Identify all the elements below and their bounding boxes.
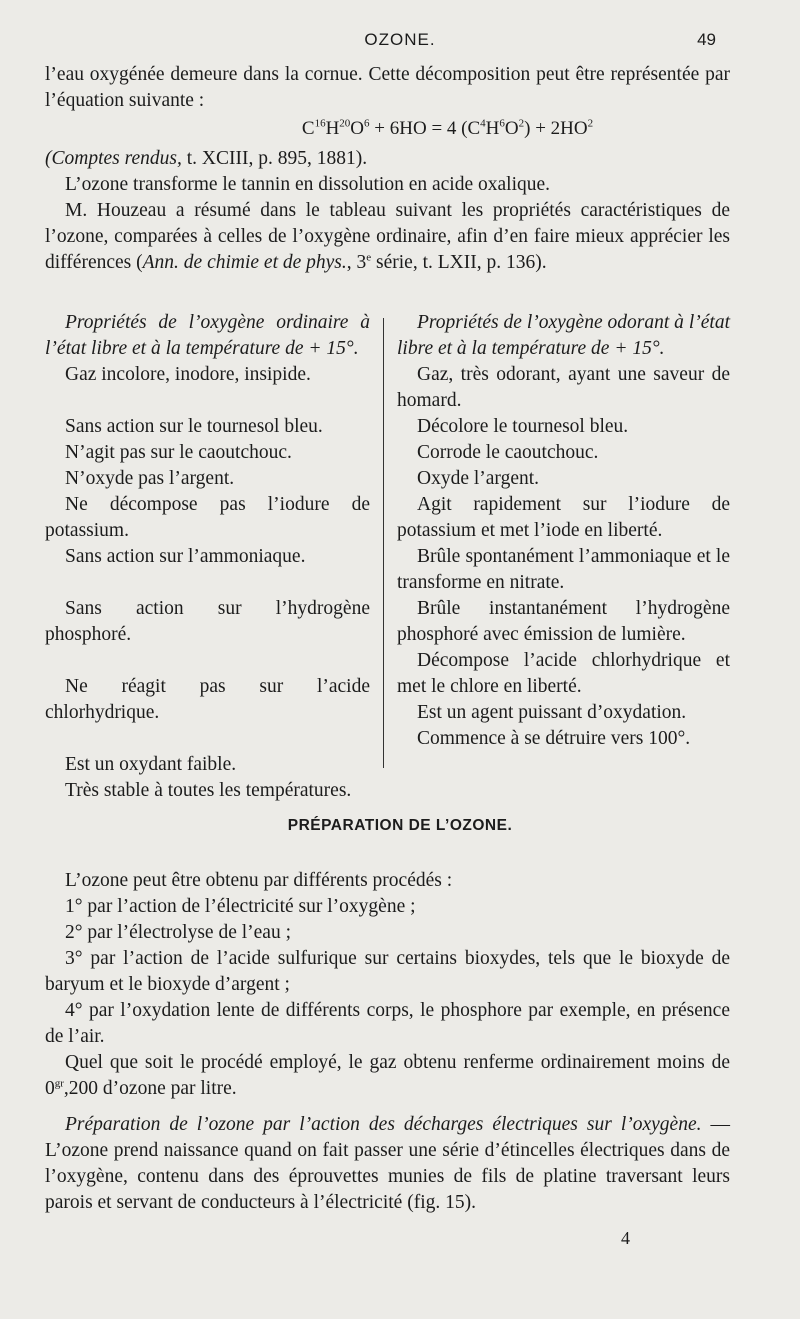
houzeau-sup: e	[366, 251, 372, 264]
eq-part: H	[485, 118, 500, 139]
eq-sup: 2	[518, 117, 525, 130]
paragraph-preparation	[45, 1112, 730, 1216]
quantity-text: ,200 d’ozone par litre.	[63, 1078, 237, 1099]
table-right-column	[397, 310, 730, 752]
left-row: N’agit pas sur le caoutchouc.	[65, 442, 292, 463]
houzeau-text: série, t. LXII, p. 136).	[371, 252, 547, 273]
houzeau-ref-italic: Ann. de chimie et de phys.	[142, 252, 347, 273]
preparation-italic-heading: Préparation de l’ozone par l’action des décharges électriques sur l’oxygène.	[65, 1114, 702, 1135]
eq-part: O	[350, 118, 365, 139]
eq-sup: 6	[364, 117, 370, 130]
eq-sup: 20	[339, 117, 351, 130]
lower-text-block	[45, 868, 730, 1216]
right-row: Agit rapidement sur l’iodure de potassium et met l’iode en liberté.	[397, 494, 730, 541]
citation-italic: (Comptes rendus,	[45, 148, 182, 169]
paragraph-tannin: L’ozone transforme le tannin en dissolution en acide oxalique.	[65, 174, 551, 195]
column-divider	[383, 318, 384, 768]
quantity-sup: gr	[54, 1077, 64, 1090]
citation-rest: t. XCIII, p. 895, 1881).	[181, 148, 368, 169]
eq-part: C	[301, 118, 315, 139]
list-item: 2° par l’électrolyse de l’eau ;	[65, 922, 291, 943]
running-header-title: OZONE.	[364, 30, 436, 49]
list-item: 3° par l’action de l’acide sulfurique sur certains bioxydes, tels que le bioxyde de baryum et le bioxyde d’argent ;	[45, 948, 730, 995]
list-item: 4° par l’oxydation lente de différents corps, le phosphore par exemple, en présence de l’air.	[45, 1000, 730, 1047]
eq-sup: 6	[499, 117, 505, 130]
right-row: Est un agent puissant d’oxydation.	[417, 702, 687, 723]
eq-part: O	[504, 118, 519, 139]
top-text-block	[45, 62, 730, 276]
paragraph-houzeau	[45, 198, 730, 276]
signature-mark: 4	[621, 1228, 630, 1248]
eq-part: H	[325, 118, 340, 139]
eq-part: + 6HO = 4 (C	[369, 118, 481, 139]
paragraph-quantity	[45, 1050, 730, 1102]
right-row: Décompose l’acide chlorhydrique et met le chlore en liberté.	[397, 650, 730, 697]
right-row: Brûle instantanément l’hydrogène phosphoré avec émission de lumière.	[397, 598, 730, 645]
left-row: Ne réagit pas sur l’acide chlorhydrique.	[45, 676, 370, 723]
left-row: N’oxyde pas l’argent.	[65, 468, 235, 489]
table-left-column	[45, 310, 370, 804]
right-row: Gaz, très odorant, ayant une saveur de homard.	[397, 364, 730, 411]
eq-part: ) + 2HO	[524, 118, 588, 139]
houzeau-text: , 3	[346, 252, 367, 273]
left-row: Gaz incolore, inodore, insipide.	[65, 364, 311, 385]
eq-sup: 2	[587, 117, 594, 130]
section-heading: PRÉPARATION DE L’OZONE.	[287, 817, 513, 834]
left-row: Sans action sur l’ammoniaque.	[65, 546, 306, 567]
right-row: Brûle spontanément l’ammoniaque et le transforme en nitrate.	[397, 546, 730, 593]
right-row: Corrode le caoutchouc.	[417, 442, 599, 463]
left-row: Sans action sur le tournesol bleu.	[65, 416, 323, 437]
left-column-heading: Propriétés de l’oxygène ordinaire à l’état libre et à la température de + 15°.	[45, 312, 370, 359]
left-row: Est un oxydant faible.	[65, 754, 237, 775]
houzeau-text: M. Houzeau a résumé dans le tableau suivant les propriétés caractéristiques de l’ozone, comparées à celles de l’oxygène ordinaire, afin d’en faire mieux apprécier les différences (	[45, 200, 730, 273]
chemical-equation	[45, 116, 730, 142]
preparation-text: — L’ozone prend naissance quand on fait passer une série d’étincelles électriques dans de l’oxygène, contenu dans des éprouvettes munies de fils de platine traversant leurs parois et servant de conducteurs à l’électricité (fig. 15).	[45, 1114, 730, 1213]
left-row: Très stable à toutes les températures.	[65, 780, 352, 801]
right-row: Commence à se détruire vers 100°.	[417, 728, 691, 749]
right-row: Décolore le tournesol bleu.	[417, 416, 629, 437]
left-row: Ne décompose pas l’iodure de potassium.	[45, 494, 370, 541]
citation	[45, 146, 730, 172]
right-column-heading: Propriétés de l’oxygène odorant à l’état libre et à la température de + 15°.	[397, 312, 730, 359]
right-row: Oxyde l’argent.	[417, 468, 540, 489]
eq-sup: 16	[314, 117, 326, 130]
eq-sup: 4	[480, 117, 486, 130]
paragraph-intro: L’ozone peut être obtenu par différents procédés :	[65, 870, 453, 891]
left-row: Sans action sur l’hydrogène phosphoré.	[45, 598, 370, 645]
paragraph-cornue: l’eau oxygénée demeure dans la cornue. Cette décomposition peut être représentée par l’équation suivante :	[45, 64, 730, 111]
list-item: 1° par l’action de l’électricité sur l’oxygène ;	[65, 896, 416, 917]
quantity-text: Quel que soit le procédé employé, le gaz obtenu renferme ordinairement moins de 0	[45, 1052, 730, 1099]
page-number: 49	[697, 30, 716, 49]
